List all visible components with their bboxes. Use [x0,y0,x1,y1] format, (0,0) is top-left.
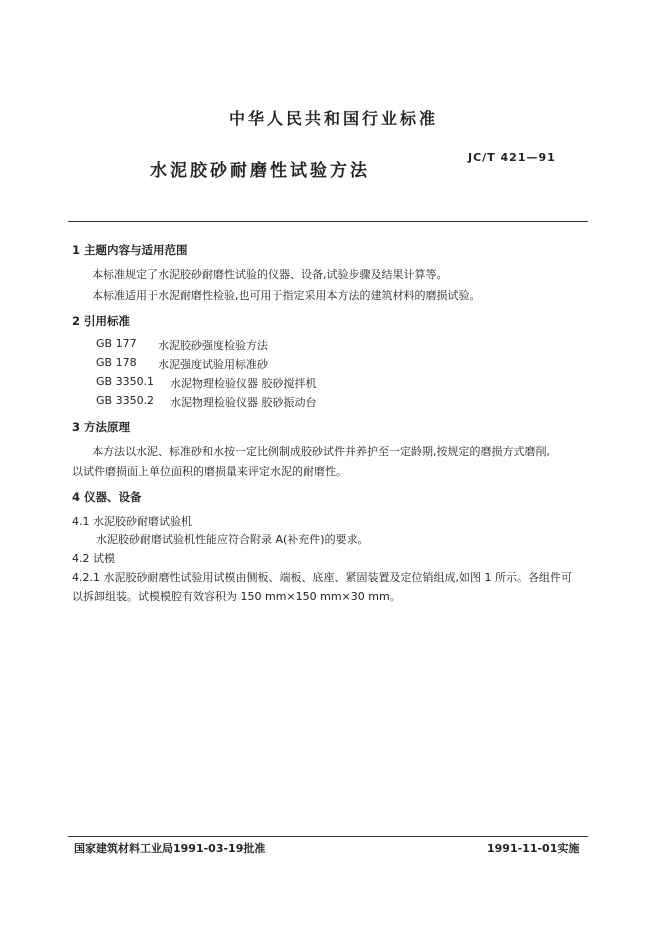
effective-date: 1991-11-01实施 [487,842,580,855]
section-4-heading: 4 仪器、设备 [72,490,142,504]
approval-line: 国家建筑材料工业局1991-03-19批准 [74,842,266,855]
standard-code: JC/T 421—91 [468,151,556,164]
reference-title: 水泥强度试验用标准砂 [158,358,268,371]
reference-code: GB 3350.2 [96,394,155,407]
reference-title: 水泥物理检验仪器 胶砂振动台 [170,396,317,409]
section-4-1-text: 水泥胶砂耐磨试验机性能应符合附录 A(补充件)的要求。 [96,533,369,546]
section-4-2-heading: 4.2 试模 [72,552,115,565]
section-2-heading: 2 引用标准 [72,314,131,328]
section-1-para-1: 本标准规定了水泥胶砂耐磨性试验的仪器、设备,试验步骤及结果计算等。 [92,268,448,281]
section-3-heading: 3 方法原理 [72,420,131,434]
section-3-para-line-2: 以试件磨损面上单位面积的磨损量来评定水泥的耐磨性。 [72,465,347,478]
footer-rule [68,836,588,837]
section-3-para-line-1: 本方法以水泥、标准砂和水按一定比例制成胶砂试件并养护至一定龄期,按规定的磨损方式磨削, [92,445,550,458]
section-4-2-1-line-2: 以拆卸组装。试模模腔有效容积为 150 mm×150 mm×30 mm。 [72,590,401,603]
reference-title: 水泥胶砂强度检验方法 [158,339,268,352]
section-4-1-heading: 4.1 水泥胶砂耐磨试验机 [72,515,192,528]
reference-code: GB 177 [96,337,137,350]
section-1-heading: 1 主题内容与适用范围 [72,243,188,257]
reference-code: GB 3350.1 [96,375,155,388]
reference-title: 水泥物理检验仪器 胶砂搅拌机 [170,377,317,390]
standard-category: 中华人民共和国行业标准 [228,109,438,128]
header-rule [68,221,588,222]
document-title: 水泥胶砂耐磨性试验方法 [150,161,370,181]
section-1-para-2: 本标准适用于水泥耐磨性检验,也可用于指定采用本方法的建筑材料的磨损试验。 [92,289,481,302]
reference-code: GB 178 [96,356,137,369]
section-4-2-1-line-1: 4.2.1 水泥胶砂耐磨性试验用试模由侧板、端板、底座、紧固装置及定位销组成,如图 1 所示。各组件可 [72,571,572,584]
